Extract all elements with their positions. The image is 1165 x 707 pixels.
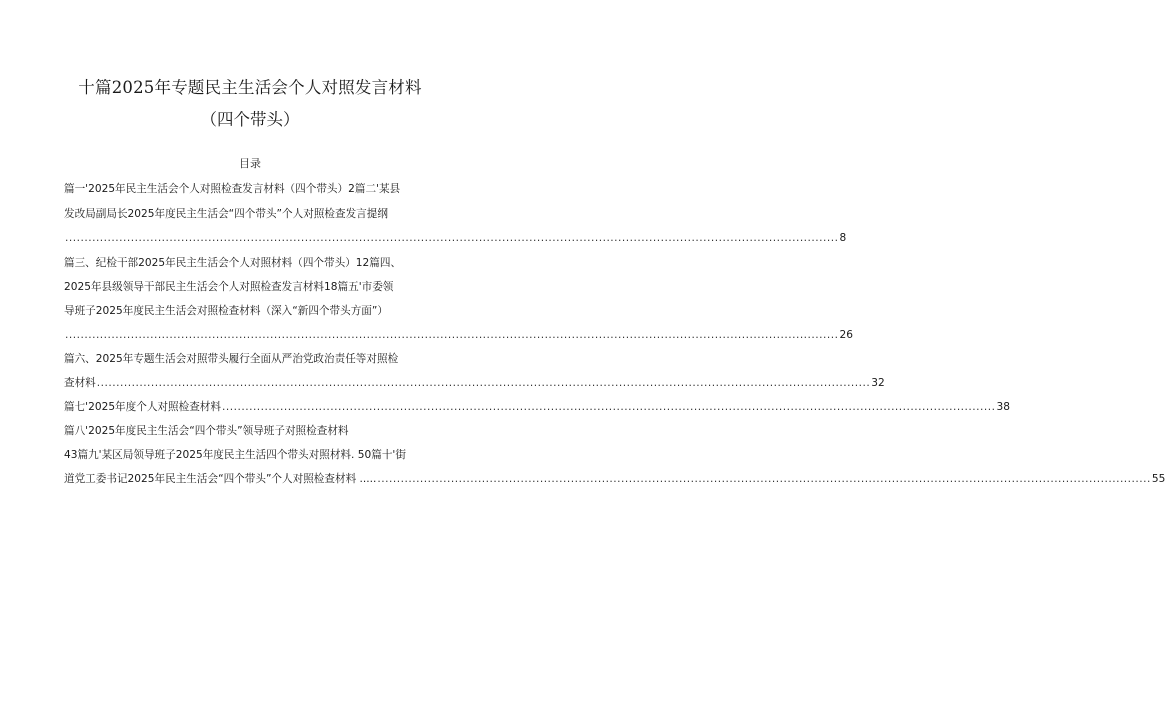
toc-line bbox=[64, 328, 853, 342]
toc-line bbox=[64, 304, 436, 318]
toc-line bbox=[64, 280, 436, 294]
toc-line bbox=[64, 207, 436, 221]
toc-line-text: 篇一'2025年民主生活会个人对照检查发言材料（四个带头）2篇二'某县 bbox=[64, 183, 401, 195]
toc-leader-dots: ........................................................................................................................................................................................................ bbox=[65, 232, 839, 244]
toc-line-text: 篇八'2025年度民主生活会“四个带头”领导班子对照检查材料 bbox=[64, 425, 349, 437]
toc-line bbox=[64, 424, 436, 438]
toc-line-text: 43篇九'某区局领导班子2025年度民主生活四个带头对照材料. 50篇十'街 bbox=[64, 449, 406, 461]
toc-heading: 目录 bbox=[239, 157, 261, 170]
toc-line-text: 篇七'2025年度个人对照检查材料 bbox=[64, 401, 221, 413]
toc-page-number: 32 bbox=[871, 377, 885, 389]
toc-line bbox=[64, 448, 436, 462]
toc-line bbox=[64, 256, 436, 270]
toc-page-number: 55 bbox=[1151, 473, 1165, 485]
toc-line bbox=[64, 231, 847, 245]
toc-page-number: 26 bbox=[839, 329, 853, 341]
toc-line-text: 发改局副局长2025年度民主生活会“四个带头”个人对照检查发言提纲 bbox=[64, 208, 388, 220]
toc-line bbox=[64, 400, 1010, 414]
toc-line bbox=[64, 352, 436, 366]
toc-line-text: 导班子2025年度民主生活会对照检查材料（深入“新四个带头方面”） bbox=[64, 305, 388, 317]
toc-line bbox=[64, 472, 1165, 486]
toc-leader-dots: ........................................................................................................................................................................................................ bbox=[222, 401, 996, 413]
toc-line-text: 查材料 bbox=[64, 377, 96, 389]
toc-line-text: 道党工委书记2025年民主生活会“四个带头”个人对照检查材料 ..... bbox=[64, 473, 377, 485]
document-subtitle: （四个带头） bbox=[200, 110, 300, 129]
toc-leader-dots: ........................................................................................................................................................................................................ bbox=[65, 329, 839, 341]
toc-leader-dots: ........................................................................................................................................................................................................ bbox=[377, 473, 1151, 485]
toc-leader-dots: ........................................................................................................................................................................................................ bbox=[96, 377, 871, 389]
toc-page-number: 8 bbox=[839, 232, 847, 244]
toc-line-text: 2025年县级领导干部民主生活会个人对照检查发言材料18篇五'市委领 bbox=[64, 281, 394, 293]
toc-line-text: 篇三、纪检干部2025年民主生活会个人对照材料（四个带头）12篇四、 bbox=[64, 257, 402, 269]
toc-page-number: 38 bbox=[996, 401, 1010, 413]
toc-line bbox=[64, 182, 436, 196]
toc-line-text: 篇六、2025年专题生活会对照带头履行全面从严治党政治责任等对照检 bbox=[64, 353, 399, 365]
document-title: 十篇2025年专题民主生活会个人对照发言材料 bbox=[78, 78, 422, 97]
toc-line bbox=[64, 376, 885, 390]
